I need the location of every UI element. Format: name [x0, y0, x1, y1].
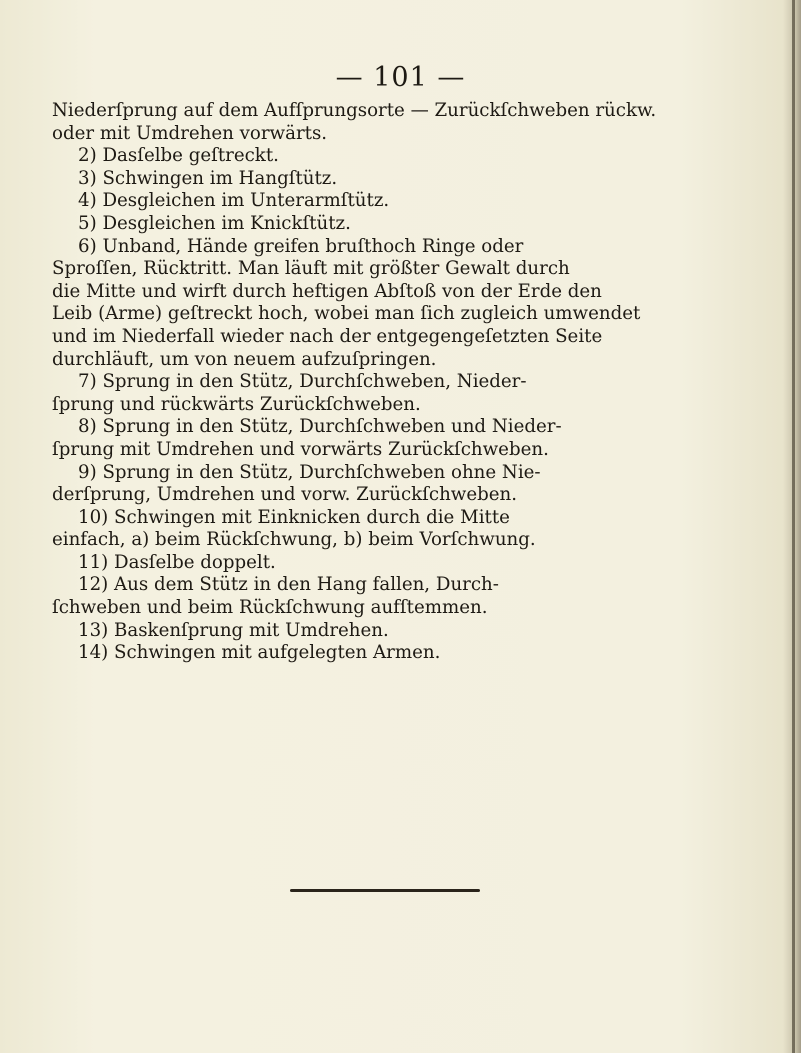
text-line-14: ſprung und rückwärts Zurückſchweben.	[52, 393, 421, 415]
text-line-11: und im Niederfall wieder nach der entgegengeſetzten Seite	[52, 325, 603, 347]
text-line-7: 6) Unband, Hände greifen bruſthoch Ringe oder	[78, 235, 524, 257]
text-line-4: 3) Schwingen im Hangſtütz.	[78, 167, 338, 189]
text-line-19: 10) Schwingen mit Einknicken durch die Mitte	[78, 506, 510, 528]
text-line-25: 14) Schwingen mit aufgelegten Armen.	[78, 642, 441, 664]
text-line-15: 8) Sprung in den Stütz, Durchſchweben und Nieder-	[78, 416, 562, 438]
body-text	[52, 100, 756, 665]
text-line-21: 11) Dasſelbe doppelt.	[78, 551, 276, 573]
text-line-16: ſprung mit Umdrehen und vorwärts Zurückſchweben.	[52, 438, 549, 460]
text-line-1: Niederſprung auf dem Aufſprungsorte — Zurückſchweben rückw.	[52, 100, 657, 121]
text-line-18: derſprung, Umdrehen und vorw. Zurückſchweben.	[52, 484, 518, 506]
text-line-3: 2) Dasſelbe geſtreckt.	[78, 145, 279, 167]
text-line-20: einfach, a) beim Rückſchwung, b) beim Vorſchwung.	[52, 529, 536, 551]
section-divider	[290, 889, 480, 892]
text-line-10: Leib (Arme) geſtreckt hoch, wobei man ſich zugleich umwendet	[52, 303, 641, 325]
text-line-5: 4) Desgleichen im Unterarmſtütz.	[78, 190, 390, 212]
text-line-8: Sproſſen, Rücktritt. Man läuft mit größter Gewalt durch	[52, 258, 570, 280]
text-line-24: 13) Baskenſprung mit Umdrehen.	[78, 619, 389, 641]
text-line-6: 5) Desgleichen im Knickſtütz.	[78, 212, 351, 234]
page-number: — 101 —	[335, 62, 466, 93]
text-line-13: 7) Sprung in den Stütz, Durchſchweben, Nieder-	[78, 371, 527, 393]
text-line-17: 9) Sprung in den Stütz, Durchſchweben ohne Nie-	[78, 461, 541, 483]
text-line-2: oder mit Umdrehen vorwärts.	[52, 122, 328, 144]
text-line-9: die Mitte und wirft durch heftigen Abſtoß von der Erde den	[52, 280, 602, 302]
text-line-22: 12) Aus dem Stütz in den Hang fallen, Durch-	[78, 574, 499, 596]
text-line-12: durchläuft, um von neuem aufzuſpringen.	[52, 348, 437, 370]
text-line-23: ſchweben und beim Rückſchwung aufſtemmen.	[52, 597, 488, 619]
binding-edge	[792, 0, 795, 1053]
